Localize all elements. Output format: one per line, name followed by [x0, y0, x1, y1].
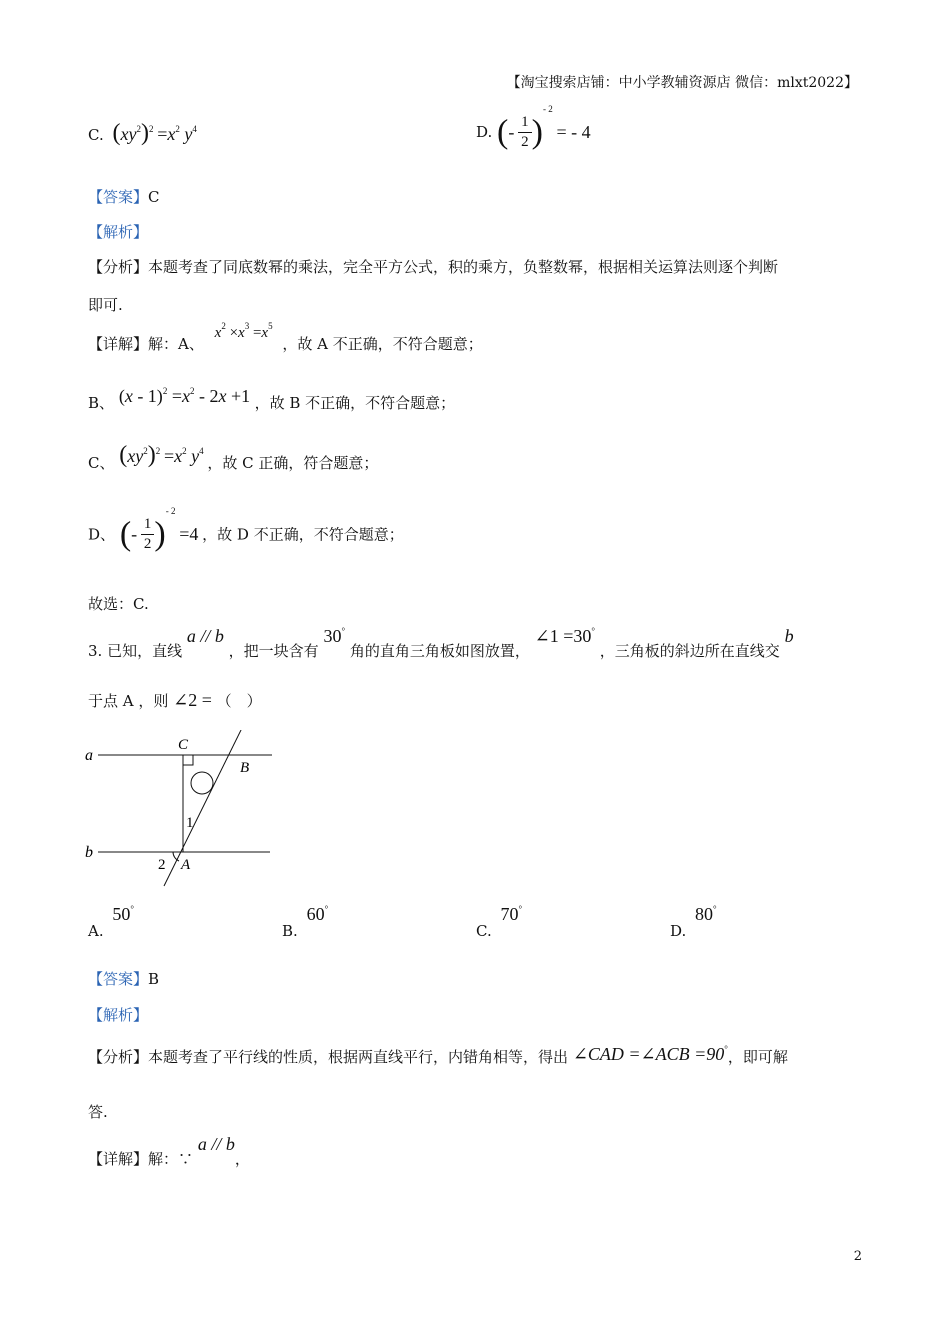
angle-value: ∠1 =30 [534, 626, 592, 646]
stem-text: ，三角板的斜边所在直线交 [599, 642, 780, 660]
q3-stem-line1 [88, 626, 794, 661]
detail-prefix: B、 [88, 394, 115, 412]
fenxi-text: 本题考查了平行线的性质，根据两直线平行，内错角相等，得出 [148, 1048, 569, 1066]
header-text: 【淘宝搜索店铺：中小学教辅资源店 微信：mlxt2022】 [506, 75, 858, 91]
detail-suffix: ， [234, 1150, 250, 1168]
angle-value: 70 [500, 904, 519, 924]
formula-angle2: ∠2 = [173, 690, 212, 710]
formula: $(x - 1)^2 =x^2 - 2x +1$ [118, 386, 255, 406]
label-A: A [181, 857, 191, 873]
option-label: D. [476, 123, 493, 141]
q2-detail-a [88, 321, 483, 354]
answer-tag: 【答案】 [88, 188, 149, 206]
detail-prefix: 解：A、 [148, 335, 204, 353]
option-label: D. [670, 922, 687, 940]
fenxi-text: 本题考查了同底数幂的乘法，完全平方公式，积的乘方，负整数幂，根据相关运算法则逐个判断 [148, 258, 779, 276]
option-value: 60° [306, 904, 329, 924]
q3-fenxi-line2: 答. [88, 1103, 108, 1121]
q2-detail-d [88, 506, 404, 554]
formula: (- $\frac{1}{2}$ )$^{- 2}$ =4 [119, 506, 199, 553]
q3-detail [88, 1134, 250, 1169]
detail-tag: 【详解】 [88, 1150, 149, 1168]
formula: $(xy^2)^2 =x^2$ $y^4$ [119, 442, 204, 468]
detail-prefix: C、 [88, 454, 115, 472]
option-label: C. [476, 922, 492, 940]
formula-angle1: ∠1 =30° [534, 626, 595, 646]
label-1: 1 [186, 815, 194, 831]
q3-option-d [670, 904, 717, 940]
fenxi-text: ，即可解 [727, 1048, 788, 1066]
q3-answer [88, 968, 159, 989]
option-value: 80° [695, 904, 717, 924]
option-value: 50° [112, 904, 134, 924]
formula-30deg: 30° [323, 626, 346, 646]
q3-fenxi-line1 [88, 1046, 788, 1067]
option-label: C. [88, 126, 104, 144]
q2-conclusion: 故选：C. [88, 595, 149, 613]
line-b-label: b [784, 626, 794, 646]
formula: ∠CAD =∠ACB =90° [572, 1044, 728, 1064]
triangle-hole [191, 772, 213, 794]
answer-value: B [148, 970, 160, 988]
q3-option-c [476, 904, 522, 940]
geometry-figure [80, 730, 280, 890]
answer-paren: （ ） [216, 692, 262, 710]
formula-parallel: a // b [197, 1134, 235, 1154]
angle-value: 30 [323, 626, 342, 646]
option-label: A. [88, 922, 104, 940]
option-label: B. [282, 922, 298, 940]
q2-answer [88, 186, 160, 207]
q2-fenxi-line1 [88, 256, 778, 277]
label-C: C [178, 737, 189, 753]
q3-stem-line2 [88, 690, 262, 711]
answer-tag: 【答案】 [88, 970, 149, 988]
label-B: B [240, 760, 250, 776]
angle-value: 50 [112, 904, 131, 924]
stem-text: ，把一块含有 [228, 642, 319, 660]
hypotenuse-line [164, 730, 242, 886]
label-2: 2 [158, 857, 166, 873]
q3-option-a [88, 904, 134, 940]
detail-suffix: ，故 C 正确，符合题意； [207, 454, 379, 472]
q2-detail-b [88, 386, 456, 413]
detail-suffix: ，故 D 不正确，不符合题意； [202, 525, 404, 544]
detail-suffix: ，故 A 不正确，不符合题意； [282, 335, 483, 353]
detail-suffix: ，故 B 不正确，不符合题意； [254, 394, 456, 412]
q2-analysis-tag: 【解析】 [88, 223, 149, 241]
angle-value: 80 [695, 904, 714, 924]
q2-option-c [88, 120, 197, 147]
q3-analysis-tag: 【解析】 [88, 1006, 149, 1024]
stem-text: 角的直角三角板如图放置， [349, 642, 530, 660]
q3-option-b [282, 904, 328, 940]
detail-tag: 【详解】 [88, 335, 149, 353]
q2-option-d [476, 104, 591, 152]
label-a: a [85, 747, 93, 764]
stem-text: 于点 A ，则 [88, 692, 169, 710]
formula: $x^2 \times x^3 =x^5$ [214, 321, 273, 341]
formula: (- $\frac{1}{2}$ )$^{- 2}$ = - 4 [497, 104, 591, 151]
angle-value: 60 [306, 904, 325, 924]
detail-prefix: 解：∵ [148, 1150, 194, 1168]
q2-fenxi-line2: 即可. [88, 296, 123, 314]
q2-detail-c [88, 442, 379, 475]
formula-parallel: a // b [186, 626, 224, 646]
detail-prefix: D、 [88, 525, 116, 544]
option-value: 70° [500, 904, 523, 924]
stem-text: 3. 已知，直线 [88, 642, 183, 660]
right-angle-mark [183, 755, 193, 765]
label-b: b [85, 844, 93, 861]
answer-value: C [148, 188, 160, 206]
formula: $(xy^2)^2 =x^2$ $y^4$ [112, 120, 197, 146]
fenxi-tag: 【分析】 [88, 258, 149, 276]
formula-text: ∠CAD =∠ACB =90 [572, 1044, 725, 1064]
page-number: 2 [853, 1249, 862, 1264]
fenxi-tag: 【分析】 [88, 1048, 149, 1066]
